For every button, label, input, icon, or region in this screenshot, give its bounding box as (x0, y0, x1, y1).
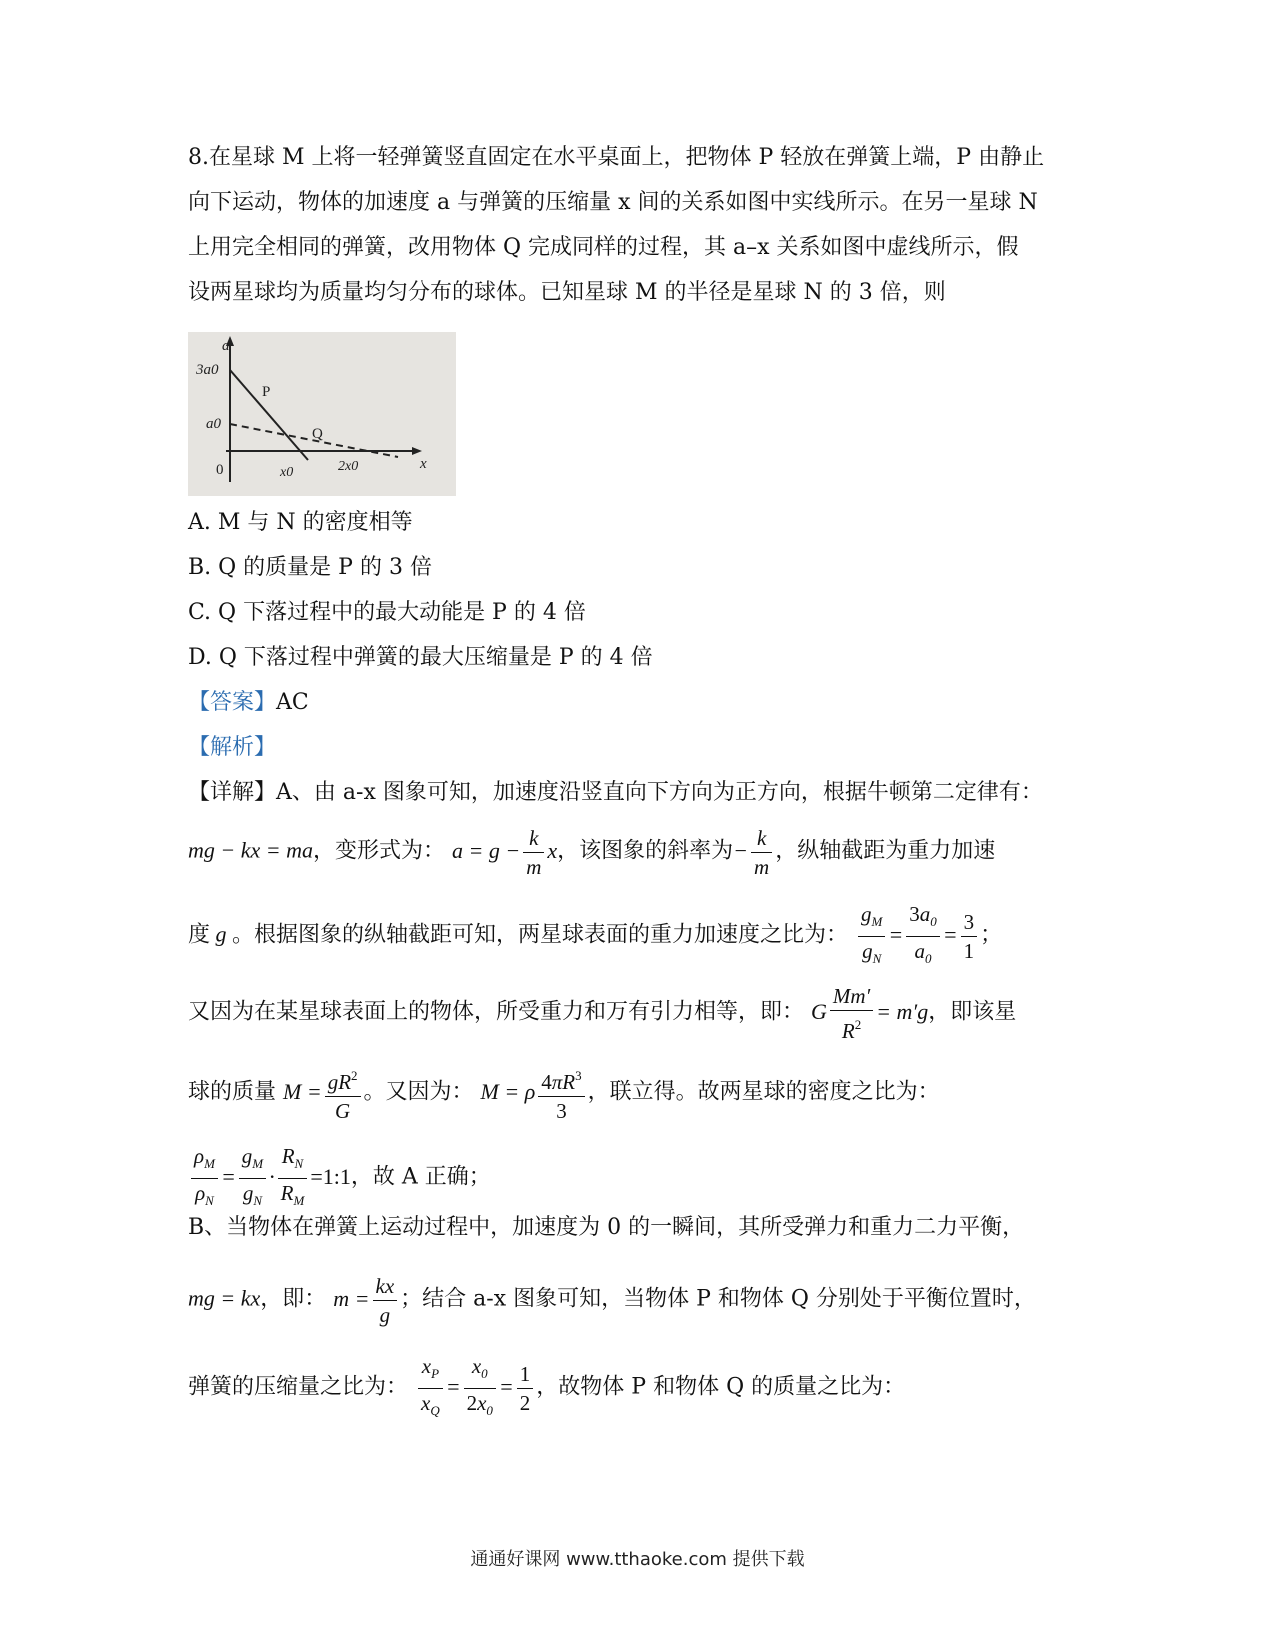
detail-text-1: A、由 a-x 图象可知，加速度沿竖直向下方向为正方向，根据牛顿第二定律有： (276, 780, 1043, 805)
axis-label-a: a (222, 338, 230, 354)
answer-value: AC (276, 690, 309, 715)
detail-line-2 (188, 824, 1088, 881)
x-axis-arrow (412, 447, 422, 455)
tick-label-3a0: 3a0 (196, 362, 219, 378)
option-a: A. M 与 N 的密度相等 (188, 510, 413, 535)
detail-text-3b: 。根据图象的纵轴截距可知，两星球表面的重力加速度之比为： (232, 922, 849, 948)
analysis-tag: 【解析】 (188, 735, 277, 760)
equation-g-ratio: $\frac{g_M}{g_N}$ = $\frac{3a_0}{a_0}$ = $\frac{3}{1}$ (855, 922, 980, 947)
equation-gravity: G $\frac{Mm'}{R^2}$ = m′g (811, 984, 929, 1043)
question-line-3: 上用完全相同的弹簧，改用物体 Q 完成同样的过程，其 a–x 关系如图中虚线所示，假 (188, 235, 1019, 260)
series-label-Q: Q (312, 426, 323, 442)
question-line-2: 向下运动，物体的加速度 a 与弹簧的压缩量 x 间的关系如图中实线所示。在另一星球 N (188, 190, 1038, 215)
detail-text-9a: 弹簧的压缩量之比为： (188, 1374, 409, 1400)
tick-label-a0: a0 (206, 416, 221, 432)
equation-a-of-x: a = g − $\frac{k}{m}$ x (452, 826, 558, 879)
equation-density: M = ρ $\frac{4\pi R^3}{3}$ (481, 1079, 588, 1104)
detail-text-5a: 球的质量 (188, 1079, 277, 1105)
detail-line-5 (188, 1062, 1088, 1125)
equation-mass: M = $\frac{gR^2}{G}$ (283, 1079, 364, 1104)
a-x-graph-figure (188, 332, 456, 496)
question-line-1: 8.在星球 M 上将一轻弹簧竖直固定在水平桌面上，把物体 P 轻放在弹簧上端，P 由静止 (188, 145, 1045, 170)
equation-m-kx-g: m = $\frac{kx}{g}$ (333, 1286, 400, 1311)
axis-label-x: x (420, 456, 427, 472)
detail-text-8a: ，即： (260, 1286, 327, 1312)
equation-balance: mg = kx (188, 1285, 261, 1311)
detail-text-2c: ，纵轴截距为重力加速 (775, 838, 996, 864)
tick-label-x0: x0 (280, 465, 294, 480)
equation-density-ratio: $\frac{\rho_M}{\rho_N}$ = $\frac{g_M}{g_N}$ · $\frac{R_N}{R_M}$ =1:1 (188, 1164, 351, 1189)
detail-text-6a: ，故 A 正确； (350, 1164, 491, 1190)
origin-label: 0 (216, 462, 224, 478)
detail-line-7: B、当物体在弹簧上运动过程中，加速度为 0 的一瞬间，其所受弹力和重力二力平衡， (188, 1215, 1025, 1240)
detail-line-4 (188, 982, 1088, 1045)
series-label-P: P (262, 384, 271, 400)
equation-newton: mg − kx = ma (188, 837, 313, 863)
detail-text-2a: ，变形式为： (313, 838, 446, 864)
detail-text-5c: ，联立得。故两星球的密度之比为： (587, 1079, 940, 1105)
detail-text-4a: 又因为在某星球表面上的物体，所受重力和万有引力相等，即： (188, 999, 805, 1025)
page-footer: 通通好课网 www.tthaoke.com 提供下载 (470, 1549, 805, 1570)
question-line-4: 设两星球均为质量均匀分布的球体。已知星球 M 的半径是星球 N 的 3 倍，则 (188, 280, 946, 305)
detail-text-3a: 度 (188, 922, 211, 948)
detail-tag: 【详解】 (188, 780, 277, 805)
detail-text-2b: ，该图象的斜率为 (557, 838, 734, 864)
a-x-graph (188, 332, 456, 496)
answer-tag: 【答案】 (188, 690, 277, 715)
detail-line-9 (188, 1352, 1088, 1425)
detail-line-6 (188, 1142, 1088, 1215)
detail-line-1 (188, 778, 1088, 808)
analysis-line (188, 733, 1088, 763)
equation-compression-ratio: $\frac{x_P}{x_Q}$ = $\frac{x_0}{2x_0}$ = $\frac{1}{2}$ (415, 1374, 536, 1399)
detail-line-3: 度 g 。根据图象的纵轴截距可知，两星球表面的重力加速度之比为： $\frac{g_M}{g_N}$ = $\frac{3a_0}{a_0}$ = $\frac{3}{1}$ ； (188, 902, 1003, 966)
detail-text-8b: ；结合 a-x 图象可知，当物体 P 和物体 Q 分别处于平衡位置时， (400, 1286, 1036, 1312)
equation-slope: − $\frac{k}{m}$ (733, 838, 775, 863)
answer-line (188, 688, 1088, 718)
option-b: B. Q 的质量是 P 的 3 倍 (188, 555, 432, 580)
symbol-g: g (210, 921, 233, 947)
option-d: D. Q 下落过程中弹簧的最大压缩量是 P 的 4 倍 (188, 645, 653, 670)
detail-text-4b: ，即该星 (928, 999, 1017, 1025)
detail-text-5b: 。又因为： (363, 1079, 474, 1105)
detail-line-8 (188, 1272, 1088, 1329)
tick-label-2x0: 2x0 (338, 459, 359, 474)
detail-text-9b: ，故物体 P 和物体 Q 的质量之比为： (536, 1374, 906, 1400)
option-c: C. Q 下落过程中的最大动能是 P 的 4 倍 (188, 600, 586, 625)
